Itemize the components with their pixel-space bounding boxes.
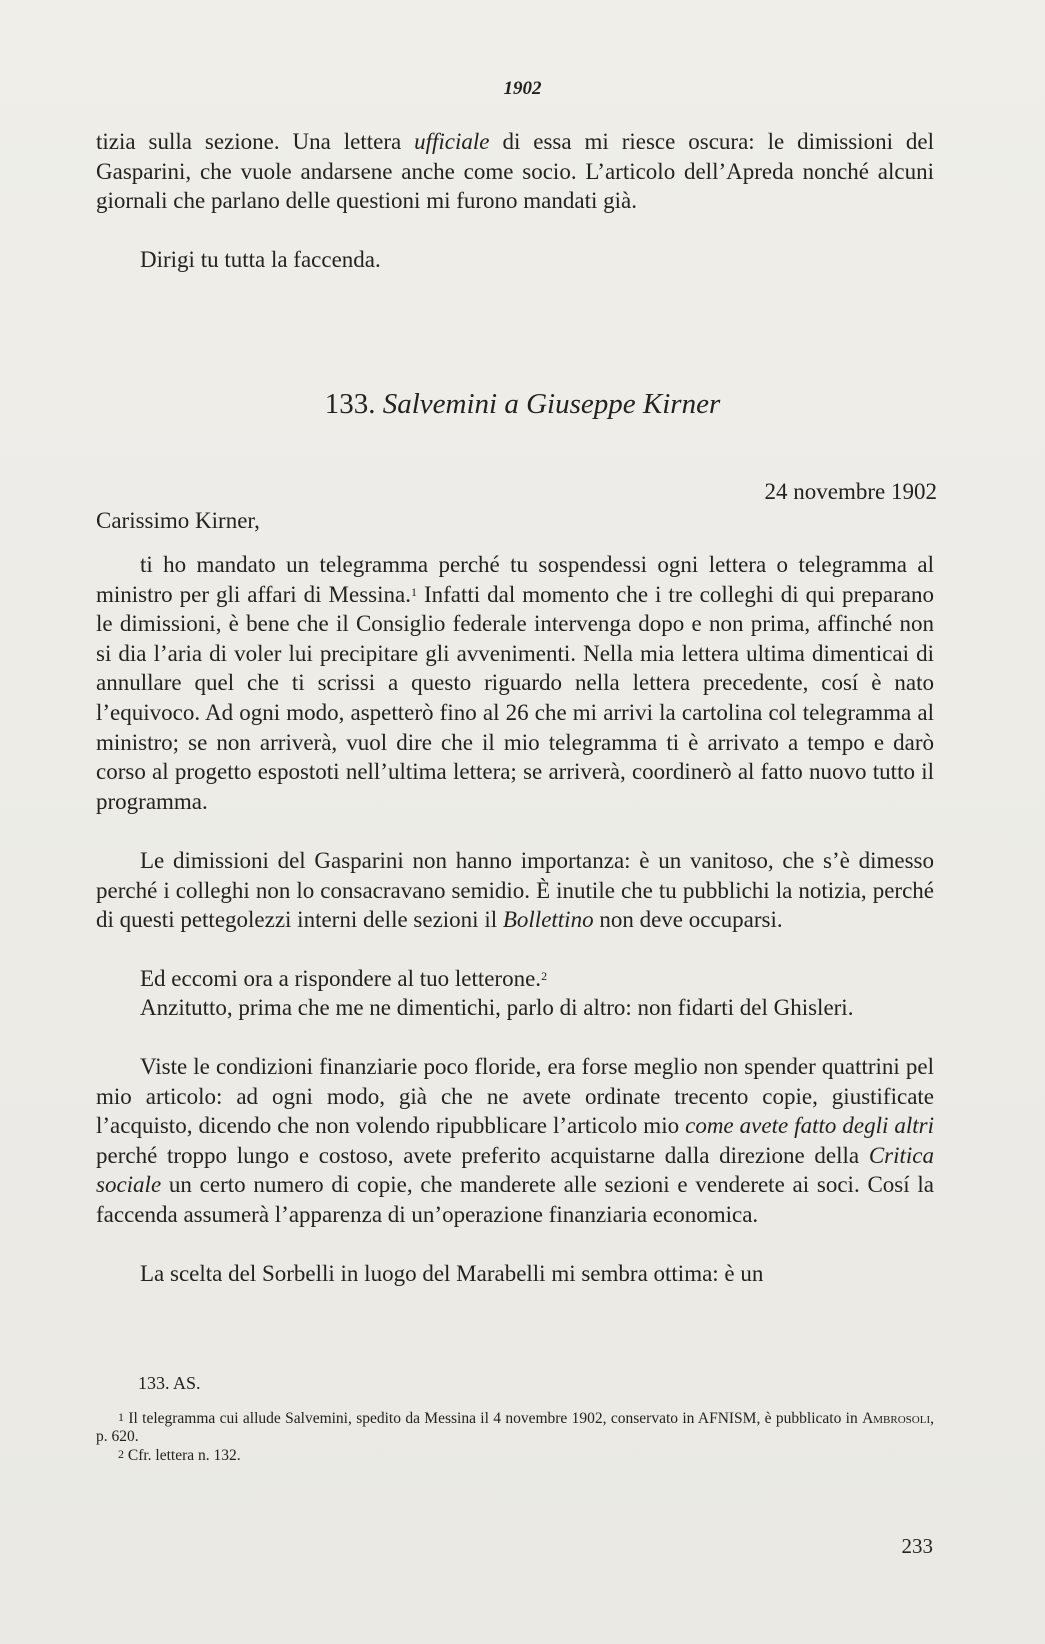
letter-salutation: Carissimo Kirner, xyxy=(96,508,260,533)
footnote-ref-2: 2 xyxy=(541,969,548,983)
page-number: 233 xyxy=(901,1534,933,1558)
body-paragraph-5: Viste le condizioni finanziarie poco floride, era forse meglio non spender quattrini pel mio articolo: ad ogni modo, già che ne avete ordinate trecento copie, giustificate l’acquisto, dicendo che non volendo ripubblicare l’articolo mio come avete fatto degli altri perché troppo lungo e costoso, avete preferito acquistarne dalla direzione della Critica sociale un certo numero di copie, che manderete alle sezioni e venderete ai soci. Cosí la faccenda assumerà l’apparenza di un’operazione finanziaria economica. xyxy=(96,1054,934,1227)
letter-date: 24 novembre 1902 xyxy=(764,479,937,504)
running-head: 1902 xyxy=(503,78,542,99)
body-paragraph-6: La scelta del Sorbelli in luogo del Marabelli mi sembra ottima: è un xyxy=(140,1261,764,1286)
emphasis-come-avete: come avete fatto degli altri xyxy=(685,1113,934,1139)
body-paragraph-1: ti ho mandato un telegramma perché tu sospendessi ogni lettera o telegramma al ministro per gli affari di Messina.$^1$ Infatti dal momento che i tre colleghi di qui preparano le dimissioni, è bene che il Consiglio federale intervenga dopo e non prima, affinché non si dia l’aria di voler lui precipitare gli avvenimenti. Nella mia lettera ultima dimenticai di annullare quel che ti scrissi a questo riguardo nella lettera precedente, cosí è nato l’equivoco. Ad ogni modo, aspetterò fino al 26 che mi arrivi la cartolina col telegramma al ministro; se non arriverà, vuol dire che il mio telegramma ti è arrivato a tempo e darò corso al progetto espostoti nell’ultima lettera; se arriverà, coordinerò al fatto nuovo tutto il programma. xyxy=(96,552,934,814)
letter-title: Salvemini a Giuseppe Kirner xyxy=(382,388,721,420)
footnote-1: $^1$ Il telegramma cui allude Salvemini, spedito da Messina il 4 novembre 1902, conservato in AFNISM, è pubblicato in Ambrosoli, p. 620. xyxy=(96,1410,934,1445)
source-note: 133. AS. xyxy=(138,1373,201,1393)
opening-paragraph: tizia sulla sezione. Una lettera ufficiale di essa mi riesce oscura: le dimissioni del Gasparini, che vuole andarsene anche come socio. L’articolo dell’Apreda nonché alcuni giornali che parlano delle questioni mi furono mandati già. xyxy=(96,129,934,214)
footnote-2: $^2$ Cfr. lettera n. 132. xyxy=(118,1447,241,1464)
footnote-ref-1: 1 xyxy=(410,584,417,599)
body-paragraph-3: Ed eccomi ora a rispondere al tuo letterone.$^2$ xyxy=(140,966,548,991)
letter-number: 133. xyxy=(324,388,376,420)
opening-closing-line: Dirigi tu tutta la faccenda. xyxy=(140,247,381,272)
emphasis-ufficiale: ufficiale xyxy=(414,129,490,154)
emphasis-critica-sociale: Critica sociale xyxy=(96,1142,934,1198)
body-paragraph-4: Anzitutto, prima che me ne dimentichi, parlo di altro: non fidarti del Ghisleri. xyxy=(140,995,854,1020)
emphasis-bollettino: Bollettino xyxy=(502,907,594,933)
letter-heading xyxy=(0,388,1045,421)
body-paragraph-2: Le dimissioni del Gasparini non hanno importanza: è un vanitoso, che s’è dimesso perché i colleghi non lo consacravano semidio. È inutile che tu pubblichi la notizia, perché di questi pettegolezzi interni delle sezioni il Bollettino non deve occuparsi. xyxy=(96,848,934,933)
